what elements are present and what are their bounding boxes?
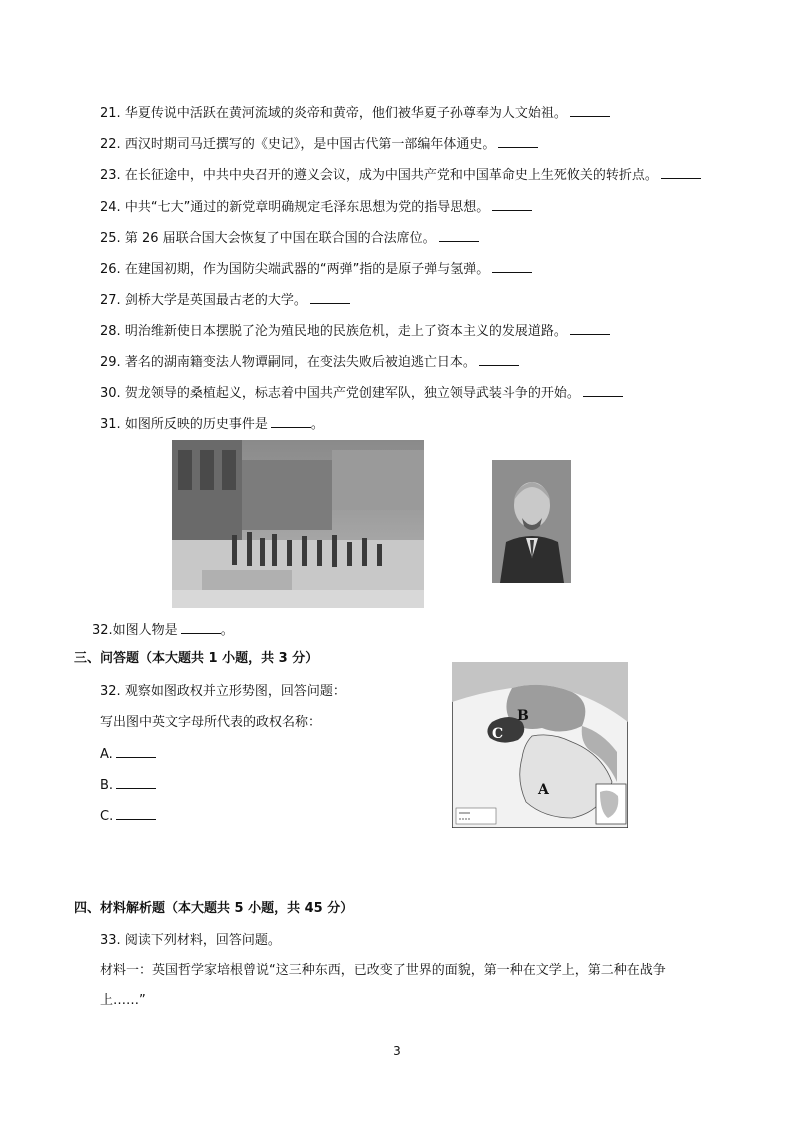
question-text: 如图所反映的历史事件是 [124, 417, 268, 432]
question-text: 西汉时期司马迁撰写的《史记》，是中国古代第一部编年体通史。 [124, 137, 496, 152]
page-number: 3 [393, 1044, 401, 1058]
question-32-portrait [92, 621, 234, 640]
question-33 [100, 932, 281, 950]
question-text: 中共“七大”通过的新党章明确规定毛泽东思想为党的指导思想。 [124, 200, 490, 215]
question-number: 26. [100, 262, 121, 277]
answer-blank[interactable] [492, 260, 532, 273]
question-text: 贺龙领导的桑植起义，标志着中国共产党创建军队，独立领导武装斗争的开始。 [124, 386, 580, 401]
option-a [100, 745, 156, 764]
question-text: 剑桥大学是英国最古老的大学。 [124, 293, 307, 308]
question-23 [100, 166, 701, 185]
question-number: 28. [100, 324, 121, 339]
option-b [100, 776, 156, 795]
answer-blank[interactable] [570, 322, 610, 335]
question-number: 29. [100, 355, 121, 370]
answer-blank[interactable] [310, 291, 350, 304]
answer-blank[interactable] [116, 745, 156, 758]
answer-blank[interactable] [181, 621, 221, 634]
material-line-2: 上……” [100, 993, 146, 1008]
question-text: 华夏传说中活跃在黄河流域的炎帝和黄帝，他们被华夏子孙尊奉为人文始祖。 [124, 106, 567, 121]
question-end-punct: 。 [310, 417, 324, 432]
question-24 [100, 198, 532, 217]
answer-blank[interactable] [570, 104, 610, 117]
question-number: 31. [100, 417, 121, 432]
question-30 [100, 384, 623, 403]
answer-blank[interactable] [116, 807, 156, 820]
question-number: 24. [100, 200, 121, 215]
answer-blank[interactable] [271, 415, 311, 428]
regimes-map [452, 662, 628, 828]
option-c [100, 807, 156, 826]
answer-blank[interactable] [661, 166, 701, 179]
question-text: 阅读下列材料，回答问题。 [124, 933, 281, 948]
question-number: 22. [100, 137, 121, 152]
section-heading: 三、问答题（本大题共 1 小题，共 3 分） [74, 651, 319, 666]
answer-blank[interactable] [492, 198, 532, 211]
question-22 [100, 135, 538, 154]
option-label: C. [100, 809, 114, 824]
answer-blank[interactable] [498, 135, 538, 148]
question-text: 第 26 届联合国大会恢复了中国在联合国的合法席位。 [124, 231, 436, 246]
question-number: 30. [100, 386, 121, 401]
map-label-c: C [492, 726, 504, 742]
map-label-b: B [517, 708, 529, 724]
question-text: 明治维新使日本摆脱了沦为殖民地的民族危机，走上了资本主义的发展道路。 [124, 324, 567, 339]
question-text: 32.如图人物是 [92, 623, 178, 638]
question-text: 在建国初期，作为国防尖端武器的“两弹”指的是原子弹与氢弹。 [124, 262, 490, 277]
question-31 [100, 415, 324, 434]
question-32-map [100, 683, 346, 701]
section-heading: 四、材料解析题（本大题共 5 小题，共 45 分） [74, 901, 354, 916]
question-text: 观察如图政权并立形势图，回答问题： [124, 684, 346, 699]
option-label: A. [100, 747, 113, 762]
question-21 [100, 104, 610, 123]
option-label: B. [100, 778, 114, 793]
question-29 [100, 353, 519, 372]
question-number: 25. [100, 231, 121, 246]
question-25 [100, 229, 479, 248]
question-28 [100, 322, 610, 341]
question-end-punct: 。 [220, 623, 234, 638]
material-line-1: 材料一：英国哲学家培根曾说“这三种东西，已改变了世界的面貌，第一种在文学上，第二种在战争 [100, 963, 666, 978]
portrait-photo [492, 460, 571, 583]
answer-blank[interactable] [583, 384, 623, 397]
answer-blank[interactable] [439, 229, 479, 242]
answer-blank[interactable] [116, 776, 156, 789]
question-27 [100, 291, 350, 310]
question-text: 著名的湖南籍变法人物谭嗣同，在变法失败后被迫逃亡日本。 [124, 355, 476, 370]
question-number: 21. [100, 106, 121, 121]
question-text: 在长征途中，中共中央召开的遵义会议，成为中国共产党和中国革命史上生死攸关的转折点。 [124, 168, 658, 183]
historical-event-photo [172, 440, 424, 608]
question-number: 23. [100, 168, 121, 183]
question-number: 32. [100, 684, 121, 699]
question-number: 27. [100, 293, 121, 308]
question-number: 33. [100, 933, 121, 948]
map-label-a: A [538, 782, 549, 798]
question-26 [100, 260, 532, 279]
answer-blank[interactable] [479, 353, 519, 366]
question-subprompt: 写出图中英文字母所代表的政权名称： [100, 715, 322, 730]
